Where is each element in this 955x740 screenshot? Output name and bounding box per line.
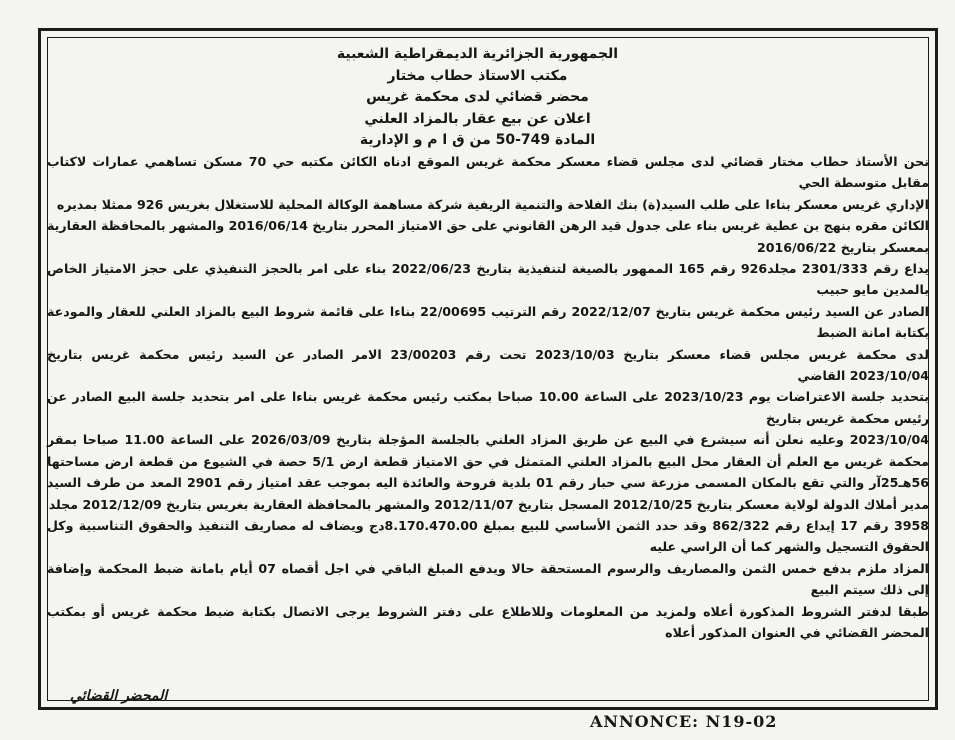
body-paragraph: يداع رقم 2301/333 مجلد926 رقم 165 الممهور بالصيغة لتنفيذية بتاريخ 2022/06/23 بناء على امر بالحجز التنفيذي على حجز الامتياز الخاص بالمدين مايو حبيب [47, 261, 929, 298]
body-paragraph: 2023/10/04 وعليه نعلن أنه سيشرع في البيع عن طريق المزاد العلني بالجلسة المؤجلة بتاريخ 2026/03/09 على الساعة 11.00 صباحا بمقر محكمة غريس مع العلم أن العقار محل البيع بالمزاد العلني المتمثل في حق الامتياز قطعة ارض 5/1 حصة في الشيوع من قطعة ارض مساحتها 56هـ25آر والتي تقع بالمكان المسمى مزرعة سي حبار رقم 01 بلدية فروحة والعائدة اليه بموجب عقد امتياز رقم 2901 المعد من طرف السيد مدير أملاك الدولة لولاية معسكر بتاريخ 2012/10/25 المسجل بتاريخ 2012/11/07 والمشهر بالمحافظة العقارية بغريس بتاريخ 2012/12/09 مجلد [47, 432, 929, 512]
header-article: المادة 749-50 من ق ا م و الإدارية [359, 132, 596, 148]
body-paragraph: بتحديد جلسة الاعتراضات يوم 2023/10/23 على الساعة 10.00 صباحا بمكتب رئيس محكمة غريس بناءا على امر بتحديد جلسة البيع الصادر عن رئيس محكمة غريس بتاريخ [47, 389, 930, 426]
header-republic: الجمهورية الجزائرية الديمقراطية الشعبية [336, 46, 619, 62]
announcement-reference: ANNONCE: N19-02 [590, 712, 778, 731]
header-announcement-title: اعلان عن بيع عقار بالمزاد العلني [364, 110, 591, 127]
body-paragraph: المزاد ملزم بدفع خمس الثمن والمصاريف والرسوم المستحقة حالا ويدفع المبلغ الباقي في اجل أقصاه 07 أيام بامانة ضبط المحكمة وإضافة إلى ذلك سيتم البيع [47, 560, 930, 598]
body-paragraph: نحن الأستاذ حطاب مختار قضائي لدى مجلس قضاء معسكر محكمة غريس الموقع ادناه الكائن مكتبه حي 70 مسكن تساهمي عمارات لاكتاب مقابل متوسطة الحي [47, 154, 929, 191]
body-paragraph: طبقا لدفتر الشروط المذكورة أعلاه ولمزيد من المعلومات وللاطلاع على دفتر الشروط يرجى الاتصال بكتابة ضبط محكمة غريس أو بمكتب المحضر القضائي في العنوان المذكور أعلاه [47, 603, 929, 640]
notice-header [40, 44, 915, 152]
header-bailiff: محضر قضائي لدى محكمة غريس [366, 89, 589, 105]
header-office: مكتب الاستاذ حطاب مختار [387, 67, 568, 84]
body-paragraph: الصادر عن السيد رئيس محكمة غريس بتاريخ 2022/12/07 رقم الترتيب 22/00695 بناءا على قائمة شروط البيع بالمزاد العلني للعقار والمودعة بكتابة امانة الضبط [47, 303, 930, 341]
body-paragraph: لدى محكمة غريس مجلس قضاء معسكر بتاريخ 2023/10/03 تحت رقم 23/00203 الامر الصادر عن السيد رئيس محكمة غريس بتاريخ 2023/10/04 القاضي [47, 346, 929, 384]
body-paragraph: 3958 رقم 17 إيداع رقم 862/322 وقد حدد الثمن الأساسي للبيع بمبلغ 8.170.470.00دج ويضاف له مصاريف التنفيذ والحقوق التناسبية وكل الحقوق التسجيل والشهر كما أن الراسي عليه [47, 517, 929, 555]
bailiff-signature: المحضر القضائي [70, 688, 168, 704]
notice-body [47, 151, 929, 643]
body-paragraph: الكائن مقره بنهج بن عطية غريس بناء على جدول قيد الرهن القانوني على حق الامتياز المحرر بتاريخ 2016/06/14 والمشهر بالمحافظة العقارية بمعسكر بتاريخ 2016/06/22 [47, 218, 929, 255]
body-paragraph: الإداري غريس معسكر بناءا على طلب السيد(ة) بنك الفلاحة والتنمية الريفية شركة مساهمة الوكالة المحلية للاستغلال بغريس 926 ممثلا بمديره [56, 196, 929, 212]
